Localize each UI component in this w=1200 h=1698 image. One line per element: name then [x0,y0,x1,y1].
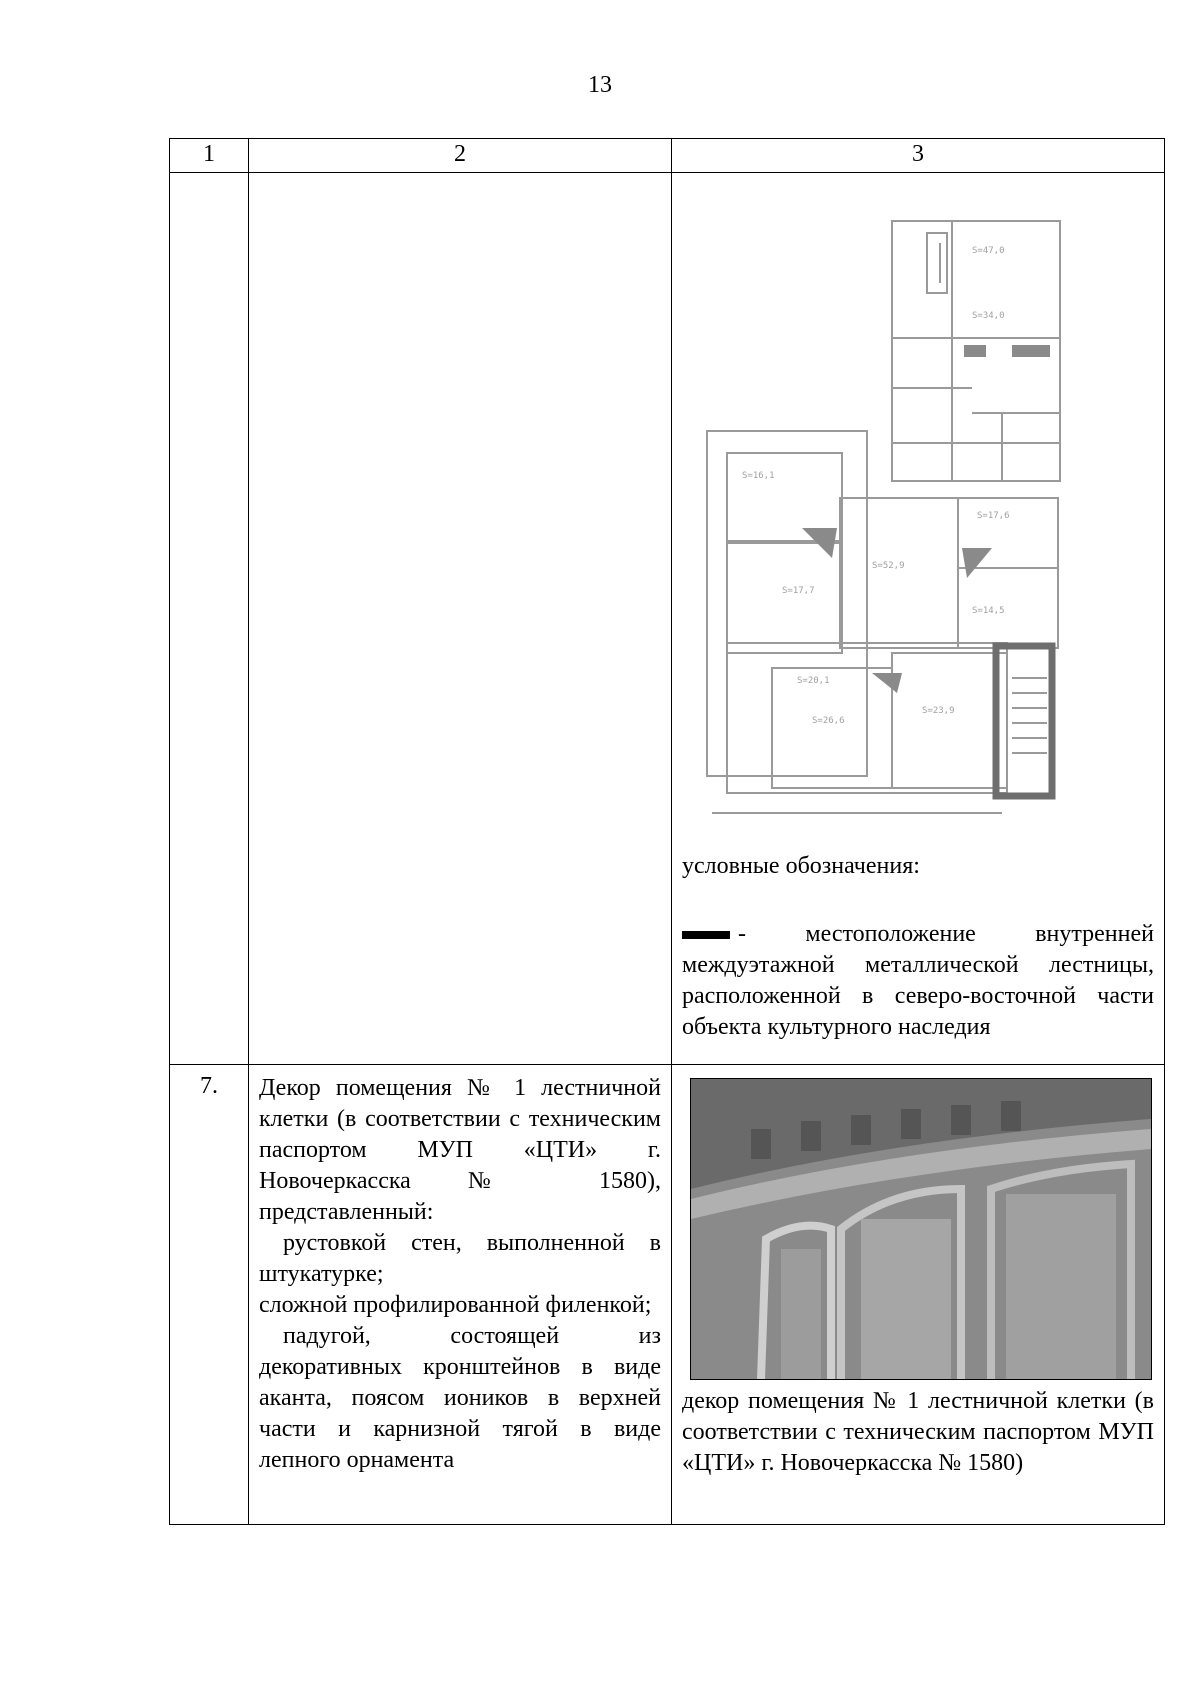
row-7-number: 7. [170,1065,249,1525]
header-col-3: 3 [672,139,1165,173]
svg-text:S=16,1: S=16,1 [742,471,775,481]
legend-text: - местоположение внутренней междуэтажной металлической лестницы, расположенной в северо-восточной части объекта культурного наследия [682,921,1154,1040]
svg-text:S=52,9: S=52,9 [872,561,905,571]
legend-title: условные обозначения: [682,853,920,879]
staircase-highlight [996,646,1052,796]
svg-text:S=17,7: S=17,7 [782,586,815,596]
page-number: 13 [588,72,612,98]
floor-plan [672,173,1164,843]
row-plan-description-cell [249,173,672,1065]
floor-plan-drawing [672,173,1164,843]
row-plan-number-cell [170,173,249,1065]
svg-text:S=17,6: S=17,6 [977,511,1010,521]
header-col-2: 2 [249,139,672,173]
svg-text:S=34,0: S=34,0 [972,311,1005,321]
legend-entry [672,919,1164,1043]
description-item-2: сложной профилированной филенкой; [259,1292,652,1318]
svg-text:S=20,1: S=20,1 [797,676,830,686]
table-header-row [170,139,1165,173]
photo-caption: декор помещения № 1 лестничной клетки (в соответствии с техническим паспортом МУП «ЦТИ» г. Новочеркасска № 1580) [682,1388,1154,1476]
svg-text:S=47,0: S=47,0 [972,246,1005,256]
svg-text:S=14,5: S=14,5 [972,606,1005,616]
description-intro: Декор помещения № 1 лестничной клетки (в соответствии с техническим паспортом МУП «ЦТИ» г. Новочеркасска № 1580), представленный: [259,1075,661,1225]
decor-photo [690,1078,1152,1380]
description-item-1: рустовкой стен, выполненной в штукатурке; [259,1230,661,1287]
legend-swatch [682,931,730,939]
decor-photo-image [691,1079,1151,1379]
description-item-3: падугой, состоящей из декоративных кронштейнов в виде аканта, поясом иоников в верхней части и карнизной тягой в виде лепного орнамента [259,1323,661,1473]
row-plan-image-cell [672,173,1165,1065]
table-row-floor-plan [170,173,1165,1065]
header-col-1: 1 [170,139,249,173]
row-7-description [249,1065,672,1525]
svg-text:S=23,9: S=23,9 [922,706,955,716]
document-table [169,138,1165,1525]
row-7-image-cell [672,1065,1165,1525]
svg-text:S=26,6: S=26,6 [812,716,845,726]
table-row-7 [170,1065,1165,1525]
